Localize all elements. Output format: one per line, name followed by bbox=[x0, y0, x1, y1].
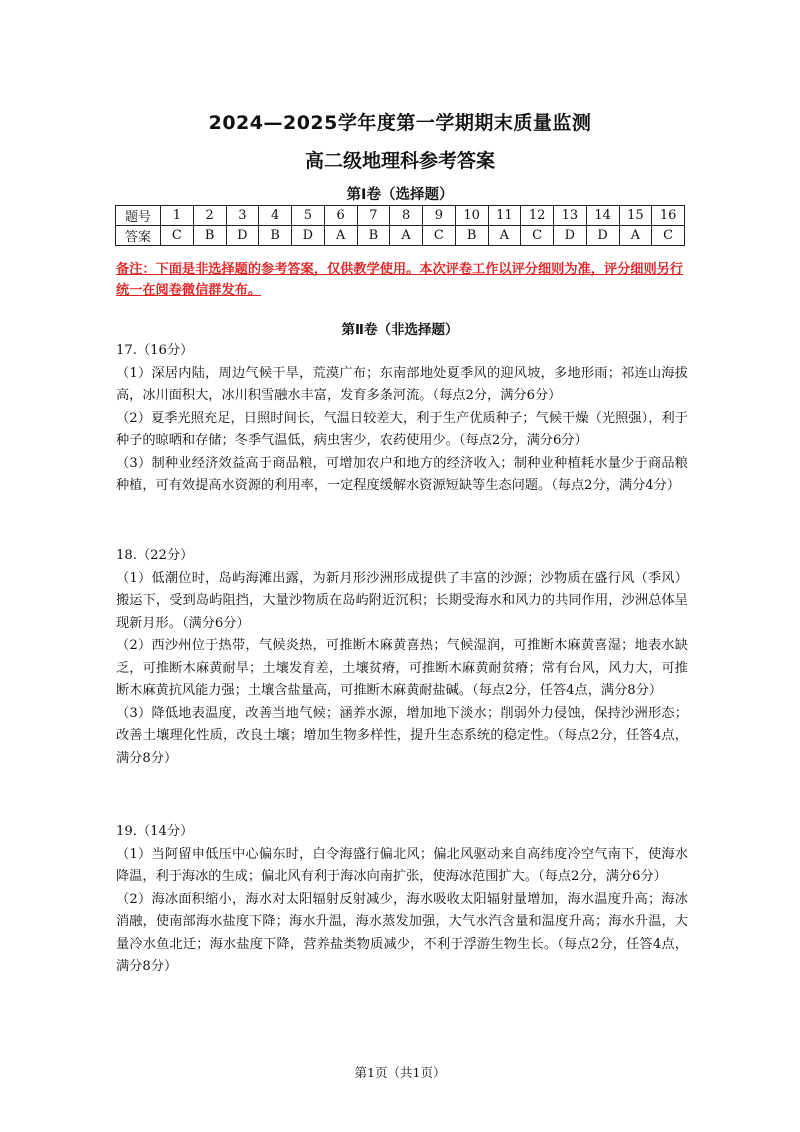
answer-paragraph: （2）西沙州位于热带，气候炎热，可推断木麻黄喜热；气候湿润，可推断木麻黄喜湿；地表水缺乏，可推断木麻黄耐旱；土壤发育差，土壤贫瘠，可推断木麻黄耐贫瘠；常有台风，风力大，可推断木麻黄抗风能力强；土壤含盐量高，可推断木麻黄耐盐碱。（每点2分，任答4点，满分8分） bbox=[116, 638, 688, 698]
answer-paragraph: （2）海冰面积缩小，海水对太阳辐射反射减少，海水吸收太阳辐射量增加，海水温度升高；海冰消融，使南部海水盐度下降；海水升温，海水蒸发加强，大气水汽含量和温度升高；海水升温，大量冷水鱼北迁；海水盐度下降，营养盐类物质减少，不利于浮游生物生长。（每点2分，任答4点，满分8分） bbox=[116, 891, 688, 974]
table-cell: 10 bbox=[455, 206, 488, 226]
table-cell: C bbox=[423, 226, 456, 246]
section-1-heading: 第Ⅰ卷（选择题） bbox=[346, 187, 454, 203]
exam-title: 2024—2025学年度第一学期期末质量监测 bbox=[208, 112, 592, 134]
table-cell: A bbox=[390, 226, 423, 246]
table-cell: 5 bbox=[292, 206, 325, 226]
answer-row bbox=[116, 226, 685, 246]
table-cell: D bbox=[292, 226, 325, 246]
table-cell: B bbox=[193, 226, 226, 246]
row-label-number: 题号 bbox=[116, 206, 161, 226]
answer-paragraph: （1）当阿留申低压中心偏东时，白令海盛行偏北风；偏北风驱动来自高纬度冷空气南下，使海水降温，利于海冰的生成；偏北风有利于海冰向南扩张，使海冰范围扩大。（每点2分，满分6分） bbox=[116, 846, 688, 884]
table-cell: 3 bbox=[226, 206, 259, 226]
table-cell: A bbox=[619, 226, 652, 246]
question-18 bbox=[116, 545, 688, 770]
row-label-answer: 答案 bbox=[116, 226, 161, 246]
table-cell: C bbox=[521, 226, 554, 246]
table-cell: 8 bbox=[390, 206, 423, 226]
page-footer: 第1页（共1页） bbox=[354, 1065, 446, 1080]
table-cell: 13 bbox=[554, 206, 587, 226]
section-2-heading: 第Ⅱ卷（非选择题） bbox=[341, 322, 459, 338]
table-cell: 1 bbox=[161, 206, 194, 226]
table-cell: 7 bbox=[357, 206, 390, 226]
answer-paragraph: （1）深居内陆，周边气候干旱，荒漠广布；东南部地处夏季风的迎风坡，多地形雨；祁连山海拔高，冰川面积大，冰川积雪融水丰富，发育多条河流。（每点2分，满分6分） bbox=[116, 365, 688, 403]
table-cell: B bbox=[455, 226, 488, 246]
table-cell: D bbox=[226, 226, 259, 246]
question-number-row bbox=[116, 206, 685, 226]
table-cell: 12 bbox=[521, 206, 554, 226]
table-cell: A bbox=[324, 226, 357, 246]
table-cell: B bbox=[357, 226, 390, 246]
table-cell: 16 bbox=[652, 206, 685, 226]
question-17 bbox=[116, 340, 688, 498]
table-cell: A bbox=[488, 226, 521, 246]
question-heading: 19.（14分） bbox=[116, 824, 194, 839]
table-cell: C bbox=[161, 226, 194, 246]
table-cell: 4 bbox=[259, 206, 292, 226]
answer-paragraph: （3）制种业经济效益高于商品粮，可增加农户和地方的经济收入；制种业种植耗水量少于商品粮种植，可有效提高水资源的利用率，一定程度缓解水资源短缺等生态问题。（每点2分，满分4分） bbox=[116, 455, 688, 493]
answer-paragraph: （3）降低地表温度，改善当地气候；涵养水源，增加地下淡水；削弱外力侵蚀，保持沙洲形态；改善土壤理化性质，改良土壤；增加生物多样性，提升生态系统的稳定性。（每点2分，任答4点，满分8分） bbox=[116, 705, 688, 766]
table-cell: 14 bbox=[586, 206, 619, 226]
question-heading: 17.（16分） bbox=[116, 343, 194, 358]
question-19 bbox=[116, 821, 688, 979]
answer-paragraph: （1）低潮位时，岛屿海滩出露，为新月形沙洲形成提供了丰富的沙源；沙物质在盛行风（季风）搬运下，受到岛屿阻挡，大量沙物质在岛屿附近沉积；长期受海水和风力的共同作用，沙洲总体呈现新月形。（满分6分） bbox=[116, 570, 688, 631]
table-cell: C bbox=[652, 226, 685, 246]
table-cell: 9 bbox=[423, 206, 456, 226]
table-cell: D bbox=[554, 226, 587, 246]
exam-subtitle: 高二级地理科参考答案 bbox=[304, 150, 495, 172]
question-heading: 18.（22分） bbox=[116, 548, 194, 563]
table-cell: 2 bbox=[193, 206, 226, 226]
answer-paragraph: （2）夏季光照充足，日照时间长，气温日较差大，利于生产优质种子；气候干燥（光照强），利于种子的晾晒和存储；冬季气温低，病虫害少，农药使用少。（每点2分，满分6分） bbox=[116, 410, 688, 448]
table-cell: D bbox=[586, 226, 619, 246]
table-cell: 6 bbox=[324, 206, 357, 226]
table-cell: B bbox=[259, 226, 292, 246]
grading-note: 备注：下面是非选择题的参考答案，仅供教学使用。本次评卷工作以评分细则为准，评分细则另行统一在阅卷微信群发布。 bbox=[116, 262, 684, 298]
answer-table bbox=[115, 205, 685, 246]
table-cell: 11 bbox=[488, 206, 521, 226]
table-cell: 15 bbox=[619, 206, 652, 226]
